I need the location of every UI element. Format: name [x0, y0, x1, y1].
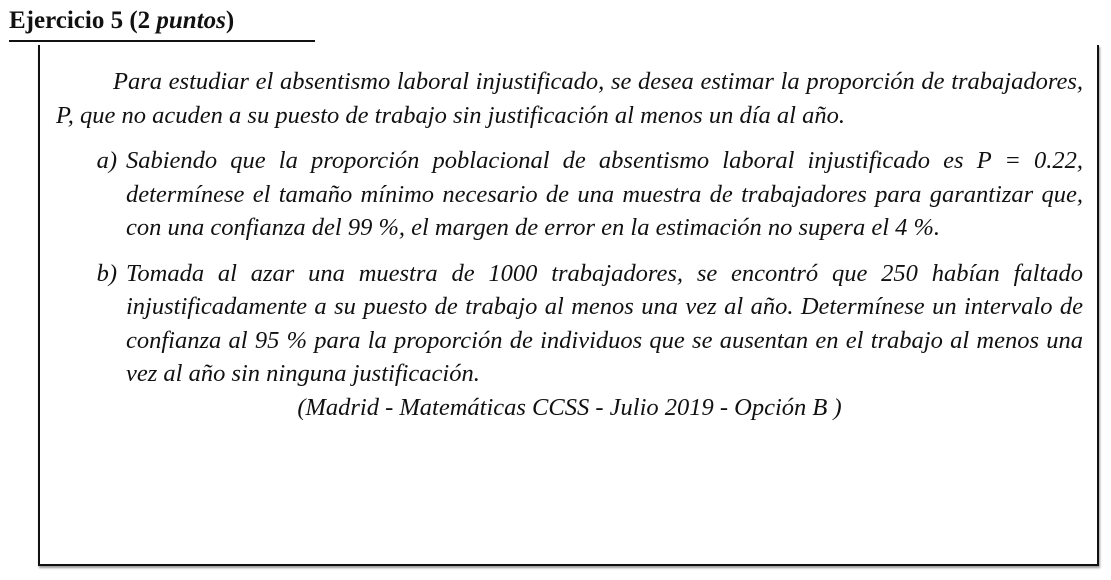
intro-paragraph: Para estudiar el absentismo laboral injustificado, se desea estimar la proporción de trabajadores, P, que no acuden a su puesto de trabajo sin justificación al menos un día al año. — [56, 68, 1083, 129]
source-citation: (Madrid - Matemáticas CCSS - Julio 2019 - Opción B ) — [297, 393, 842, 421]
question-label: b) — [96, 259, 117, 287]
question-b — [56, 257, 1083, 391]
question-label: a) — [96, 147, 117, 174]
title-suffix: ) — [225, 7, 235, 34]
exercise-title — [9, 6, 315, 42]
exercise-box — [38, 45, 1099, 566]
title-text: Ejercicio 5 (2 — [9, 7, 157, 34]
exercise-content — [56, 65, 1083, 424]
question-text: Tomada al azar una muestra de 1000 trabajadores, se encontró que 250 habían faltado injustificadamente a su puesto de trabajo al menos una vez al año. Determínese un intervalo de confianza al 95 % para la proporción de individuos que se ausentan en el trabajo al menos una vez al año sin ninguna justificación. — [126, 259, 1083, 387]
title-points: puntos — [156, 7, 226, 34]
question-text: Sabiendo que la proporción poblacional de absentismo laboral injustificado es P = 0.22, determínese el tamaño mínimo necesario de una muestra de trabajadores para garantizar que, con una confianza del 99 %, el margen de error en la estimación no supera el 4 %. — [126, 147, 1083, 241]
question-a — [56, 144, 1083, 245]
